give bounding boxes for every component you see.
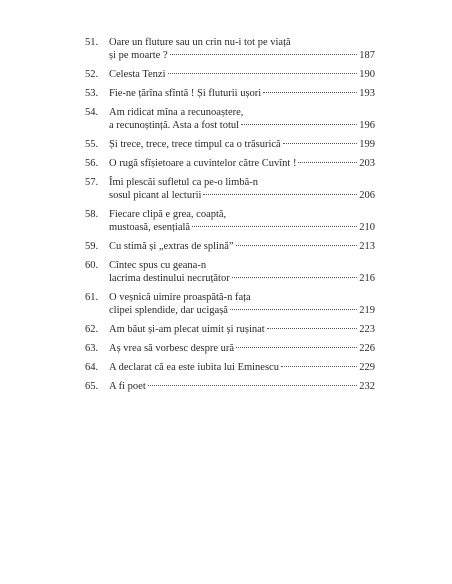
toc-entry-body bbox=[109, 157, 375, 170]
toc-entry-body bbox=[109, 87, 375, 100]
toc-entry bbox=[85, 361, 375, 374]
toc-entry-number: 63. bbox=[85, 343, 99, 354]
toc-entry-title: Cîntec spus cu geana-n bbox=[109, 260, 207, 271]
dot-leader bbox=[281, 366, 357, 367]
toc-entry-number: 52. bbox=[85, 69, 99, 80]
toc-entry-number: 61. bbox=[85, 292, 99, 303]
toc-entry-page: 196 bbox=[359, 120, 375, 131]
toc-entry-page: 199 bbox=[359, 139, 375, 150]
toc-entry-line bbox=[109, 221, 375, 234]
toc-entry-body bbox=[109, 36, 375, 62]
toc-entry-page: 223 bbox=[359, 324, 375, 335]
toc-entry-title: Îmi plescăi sufletul ca pe-o limbă-n bbox=[109, 177, 258, 188]
toc-entry-line bbox=[109, 119, 375, 132]
toc-entry-body bbox=[109, 361, 375, 374]
toc-entry-number: 64. bbox=[85, 362, 99, 373]
toc-entry-title: Am ridicat mîna a recunoaștere, bbox=[109, 107, 244, 118]
toc-entry-title: Fie-ne țărîna sfîntă ! Și fluturii ușori bbox=[109, 88, 262, 99]
toc-entry-line bbox=[109, 176, 375, 189]
toc-entry-page: 206 bbox=[359, 190, 375, 201]
toc-entry-line bbox=[109, 240, 375, 253]
toc-entry-number: 53. bbox=[85, 88, 99, 99]
toc-entry-line bbox=[109, 304, 375, 317]
dot-leader bbox=[170, 54, 358, 55]
toc-entry bbox=[85, 342, 375, 355]
toc-entry-page: 190 bbox=[359, 69, 375, 80]
table-of-contents bbox=[85, 36, 375, 399]
toc-entry-line bbox=[109, 291, 375, 304]
toc-entry-line bbox=[109, 157, 375, 170]
toc-entry-line bbox=[109, 106, 375, 119]
dot-leader bbox=[241, 124, 357, 125]
toc-entry-line bbox=[109, 380, 375, 393]
dot-leader bbox=[236, 347, 357, 348]
toc-entry-line bbox=[109, 87, 375, 100]
toc-entry-body bbox=[109, 291, 375, 317]
toc-entry-title: Am băut și-am plecat uimit și rușinat bbox=[109, 324, 265, 335]
toc-entry bbox=[85, 68, 375, 81]
dot-leader bbox=[148, 385, 358, 386]
toc-entry bbox=[85, 380, 375, 393]
toc-entry-body bbox=[109, 342, 375, 355]
toc-entry-line bbox=[109, 342, 375, 355]
toc-entry-body bbox=[109, 259, 375, 285]
dot-leader bbox=[192, 226, 357, 227]
toc-entry bbox=[85, 87, 375, 100]
toc-entry-body bbox=[109, 138, 375, 151]
toc-entry-number: 60. bbox=[85, 260, 99, 271]
toc-entry-page: 213 bbox=[359, 241, 375, 252]
toc-entry-number: 65. bbox=[85, 381, 99, 392]
toc-entry-number: 54. bbox=[85, 107, 99, 118]
dot-leader bbox=[203, 194, 357, 195]
toc-entry-page: 229 bbox=[359, 362, 375, 373]
toc-entry-number: 56. bbox=[85, 158, 99, 169]
toc-entry-body bbox=[109, 240, 375, 253]
toc-entry-body bbox=[109, 176, 375, 202]
toc-entry-body bbox=[109, 68, 375, 81]
toc-entry-number: 62. bbox=[85, 324, 99, 335]
toc-entry-title: Cu stimă și „extras de splină” bbox=[109, 241, 234, 252]
toc-entry-title: O rugă sfîșietoare a cuvintelor către Cuvînt ! bbox=[109, 158, 297, 169]
toc-entry-line bbox=[109, 49, 375, 62]
toc-entry-body bbox=[109, 106, 375, 132]
toc-entry bbox=[85, 176, 375, 202]
toc-entry-title: Celesta Tenzi bbox=[109, 69, 166, 80]
toc-entry-number: 57. bbox=[85, 177, 99, 188]
toc-entry-number: 55. bbox=[85, 139, 99, 150]
toc-entry-page: 216 bbox=[359, 273, 375, 284]
toc-entry-title: Aș vrea să vorbesc despre ură bbox=[109, 343, 235, 354]
toc-entry-title: lacrima destinului necruțător bbox=[109, 273, 230, 284]
toc-entry-number: 58. bbox=[85, 209, 99, 220]
dot-leader bbox=[168, 73, 358, 74]
toc-entry-page: 226 bbox=[359, 343, 375, 354]
toc-entry-title: clipei splendide, dar ucigașă bbox=[109, 305, 228, 316]
toc-entry-title: sosul picant al lecturii bbox=[109, 190, 202, 201]
dot-leader bbox=[283, 143, 358, 144]
toc-entry-title: și pe moarte ? bbox=[109, 50, 168, 61]
toc-entry-line bbox=[109, 36, 375, 49]
toc-entry-body bbox=[109, 208, 375, 234]
toc-entry bbox=[85, 36, 375, 62]
toc-entry bbox=[85, 106, 375, 132]
toc-entry bbox=[85, 240, 375, 253]
toc-entry-body bbox=[109, 380, 375, 393]
toc-entry-page: 193 bbox=[359, 88, 375, 99]
toc-entry-line bbox=[109, 68, 375, 81]
toc-entry-title: A fi poet bbox=[109, 381, 146, 392]
dot-leader bbox=[267, 328, 358, 329]
toc-entry-line bbox=[109, 138, 375, 151]
toc-entry-title: mustoasă, esențială bbox=[109, 222, 191, 233]
dot-leader bbox=[232, 277, 358, 278]
toc-entry-line bbox=[109, 323, 375, 336]
toc-entry-page: 203 bbox=[359, 158, 375, 169]
dot-leader bbox=[298, 162, 357, 163]
dot-leader bbox=[236, 245, 358, 246]
toc-entry bbox=[85, 157, 375, 170]
toc-entry-line bbox=[109, 361, 375, 374]
toc-entry bbox=[85, 138, 375, 151]
toc-entry-page: 210 bbox=[359, 222, 375, 233]
toc-entry-line bbox=[109, 259, 375, 272]
toc-entry-line bbox=[109, 208, 375, 221]
toc-entry-page: 232 bbox=[359, 381, 375, 392]
dot-leader bbox=[230, 309, 357, 310]
toc-entry bbox=[85, 291, 375, 317]
toc-entry-title: O veșnică uimire proaspătă-n fața bbox=[109, 292, 251, 303]
toc-entry-number: 51. bbox=[85, 37, 99, 48]
toc-entry-title: A declarat că ea este iubita lui Eminescu bbox=[109, 362, 279, 373]
toc-entry-page: 219 bbox=[359, 305, 375, 316]
toc-entry-title: a recunoștință. Asta a fost totul bbox=[109, 120, 240, 131]
toc-entry-title: Și trece, trece, trece timpul ca o trăsurică bbox=[109, 139, 281, 150]
toc-entry-body bbox=[109, 323, 375, 336]
toc-entry bbox=[85, 323, 375, 336]
toc-entry-title: Fiecare clipă e grea, coaptă, bbox=[109, 209, 227, 220]
toc-entry-line bbox=[109, 272, 375, 285]
toc-entry-title: Oare un fluture sau un crin nu-i tot pe viață bbox=[109, 37, 291, 48]
toc-entry-number: 59. bbox=[85, 241, 99, 252]
toc-entry-page: 187 bbox=[359, 50, 375, 61]
dot-leader bbox=[263, 92, 357, 93]
toc-entry bbox=[85, 208, 375, 234]
toc-entry-line bbox=[109, 189, 375, 202]
toc-entry bbox=[85, 259, 375, 285]
